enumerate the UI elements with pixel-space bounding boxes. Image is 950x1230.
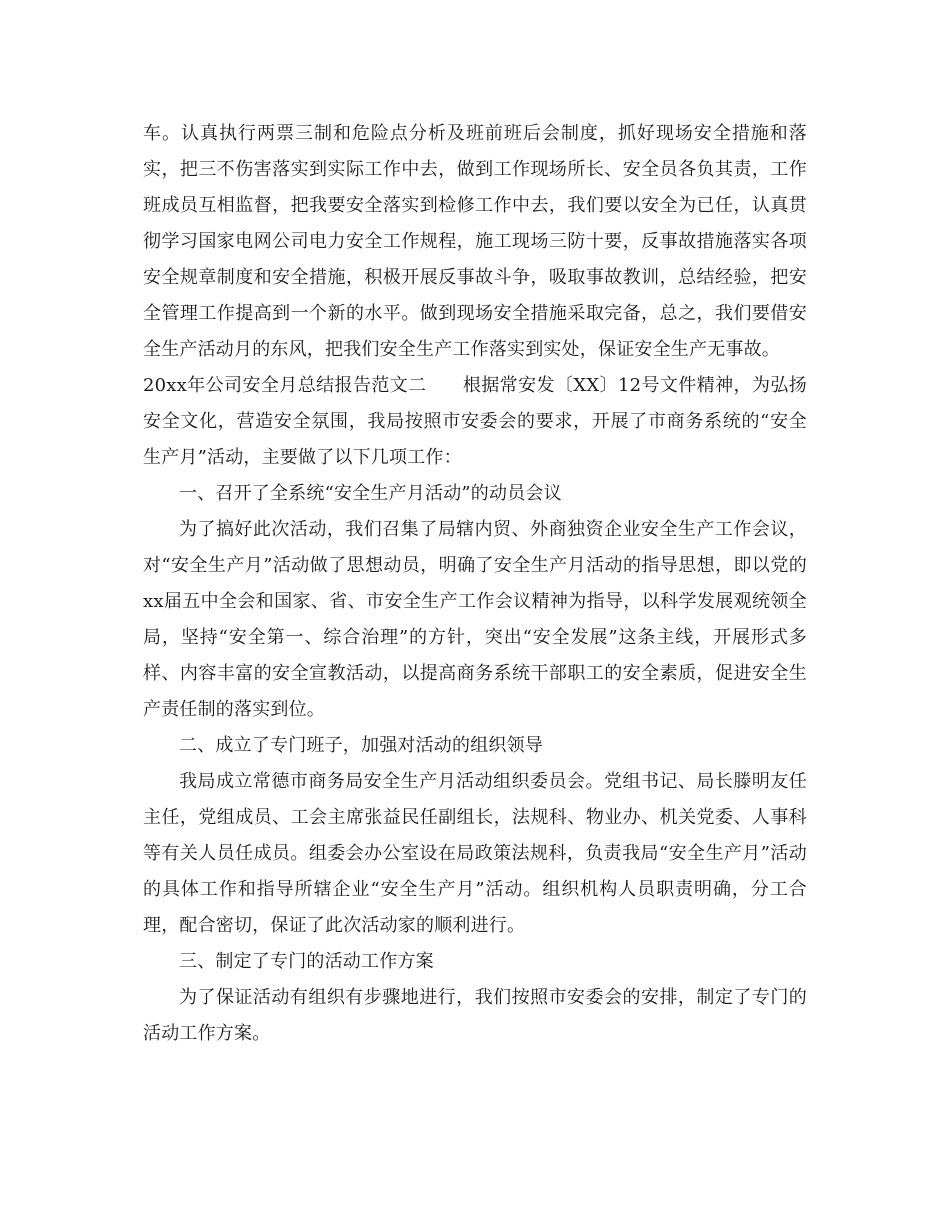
section-heading-3: 三、制定了专门的活动工作方案 xyxy=(179,951,434,972)
report-title: 20xx年公司安全月总结报告范文二 xyxy=(143,375,427,396)
paragraph-safety-measures: 车。认真执行两票三制和危险点分析及班前班后会制度，抓好现场安全措施和落实，把三不伤害落实到实际工作中去，做到工作现场所长、安全员各负其责，工作班成员互相监督，把我要安全落实到检修工作中去，我们要以安全为已任，认真贯彻学习国家电网公司电力安全工作规程，施工现场三防十要，反事故措施落实各项安全规章制度和安全措施，积极开展反事故斗争，吸取事故教训，总结经验，把安全管理工作提高到一个新的水平。做到现场安全措施采取完备，总之，我们要借安全生产活动月的东风，把我们安全生产工作落实到实处，保证安全生产无事故。 xyxy=(143,123,807,360)
report-intro-text: 根据常安发〔XX〕12号文件精神，为弘扬安全文化，营造安全氛围，我局按照市安委会的要求，开展了市商务系统的“安全生产月”活动，主要做了以下几项工作： xyxy=(143,375,807,468)
section-heading-1: 一、召开了全系统“安全生产月活动”的动员会议 xyxy=(179,483,562,504)
paragraph-organizing-committee: 我局成立常德市商务局安全生产月活动组织委员会。党组书记、局长滕明友任主任，党组成员、工会主席张益民任副组长，法规科、物业办、机关党委、人事科等有关人员任成员。组委会办公室设在局政策法规科，负责我局“安全生产月”活动的具体工作和指导所辖企业“安全生产月”活动。组织机构人员职责明确，分工合理，配合密切，保证了此次活动家的顺利进行。 xyxy=(143,771,807,936)
paragraph-report-intro xyxy=(143,368,807,476)
document-body xyxy=(143,116,807,1052)
section-heading-2: 二、成立了专门班子，加强对活动的组织领导 xyxy=(179,735,543,756)
paragraph-mobilization-meeting: 为了搞好此次活动，我们召集了局辖内贸、外商独资企业安全生产工作会议，对“安全生产月”活动做了思想动员，明确了安全生产月活动的指导思想，即以党的xx届五中全会和国家、省、市安全生产工作会议精神为指导，以科学发展观统领全局，坚持“安全第一、综合治理”的方针，突出“安全发展”这条主线，开展形式多样、内容丰富的安全宣教活动，以提高商务系统干部职工的安全素质，促进安全生产责任制的落实到位。 xyxy=(143,519,807,720)
paragraph-work-plan: 为了保证活动有组织有步骤地进行，我们按照市安委会的安排，制定了专门的活动工作方案。 xyxy=(143,987,807,1044)
